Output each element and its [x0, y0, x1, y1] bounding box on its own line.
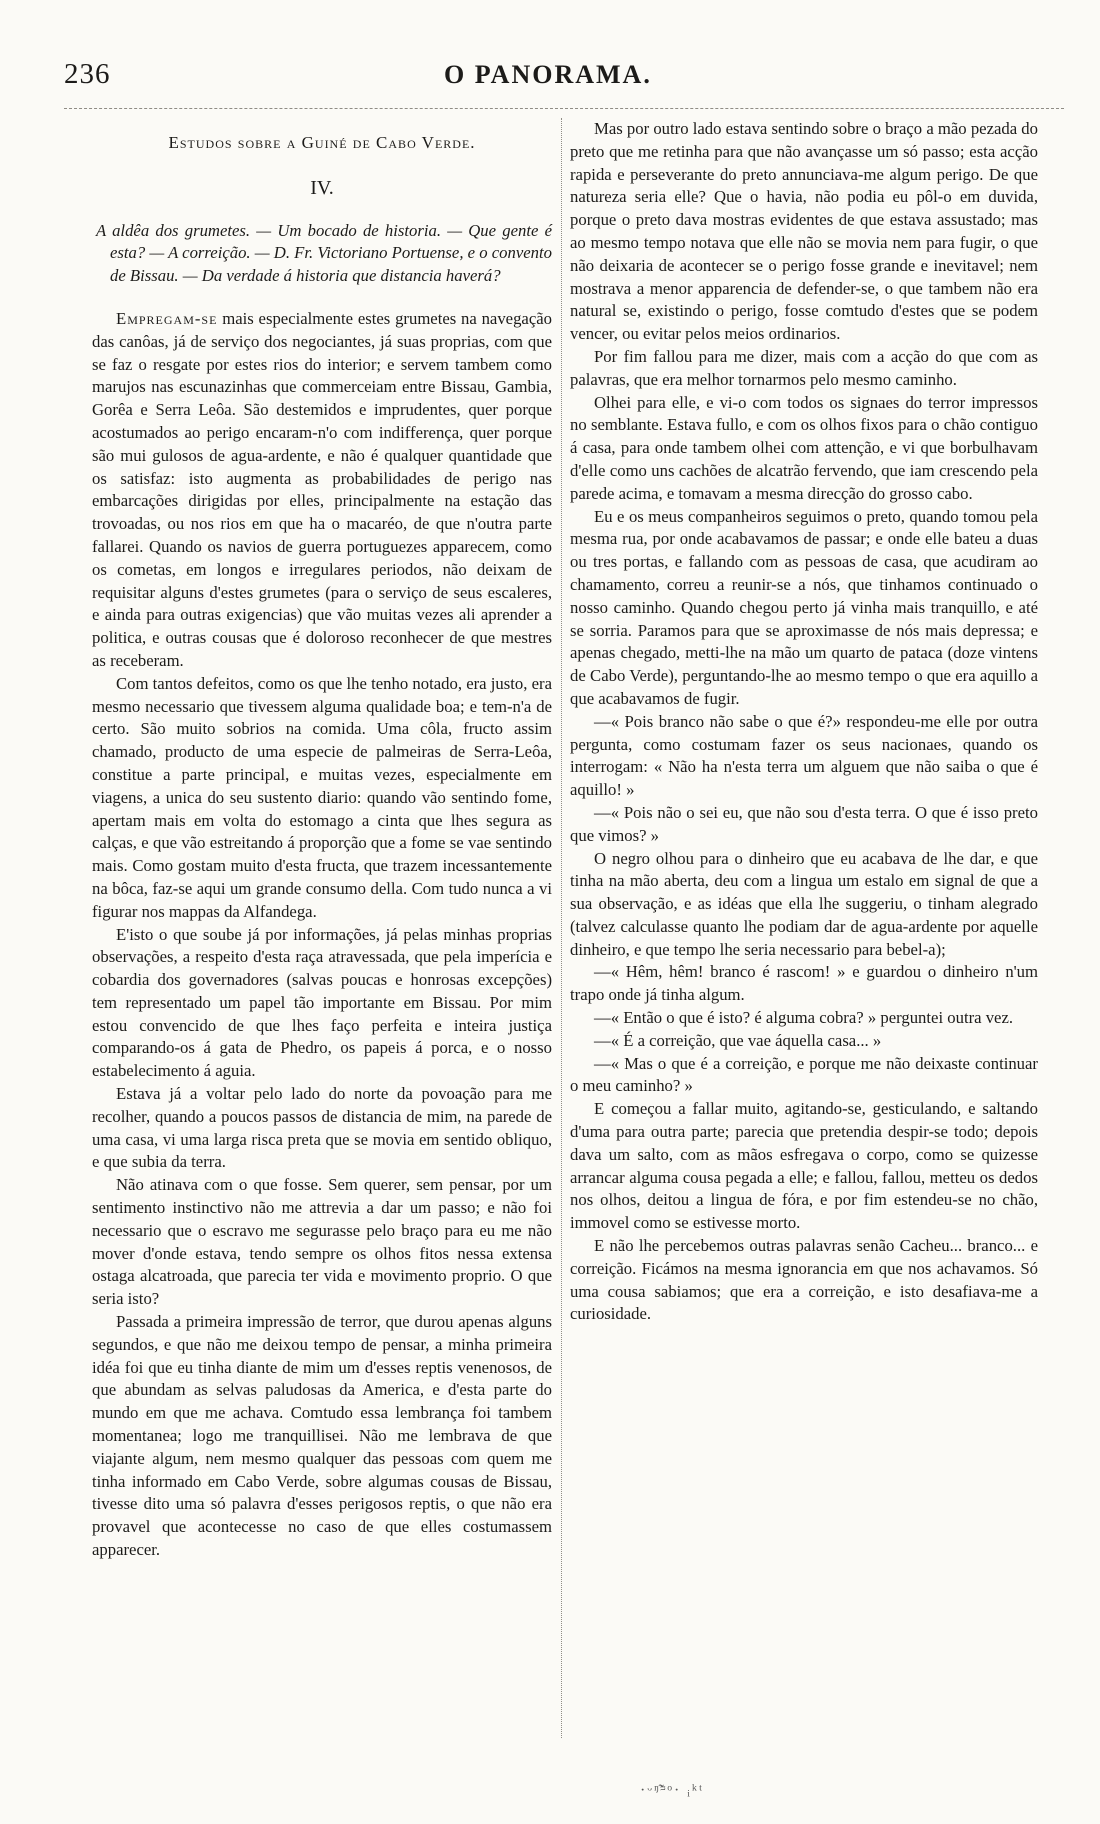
paragraph: —« Então o que é isto? é alguma cobra? » perguntei outra vez. [594, 1008, 1014, 1028]
page-header [64, 54, 1064, 104]
paragraph: E'isto o que soube já por informações, já pelas minhas proprias observações, a respeito d'esta raça atravessada, que pela imperícia e cobardia dos governadores (salvas poucas e honrosas excepções) tem representado um papel tão importante em Bissau. Por mim estou convencido de que lhes faço perfeita e inteira justiça comparando-os á gata de Phedro, os papeis á porca, e o nosso estabelecimento á aguia. [92, 924, 552, 1081]
paragraph: E não lhe percebemos outras palavras senão Cacheu... branco... e correição. Ficámos na mesma ignorancia em que nos achavamos. Só uma cousa sabiamos; que era a correição, e isto desafiava-me a curiosidade. [570, 1236, 1038, 1324]
paragraph: —« É a correição, que vae áquella casa... » [594, 1030, 882, 1050]
paragraph-text: mais especialmente estes grumetes na navegação das canôas, já de serviço dos negociantes, já suas proprias, com que se faz o resgate por estes rios do interior; e servem tambem como marujos nas escunazinhas que commerceiam entre Bissau, Gambia, Gorêa e Serra Leôa. São destemidos e imprudentes, quer porque acostumados ao perigo encaram-n'o com indifferença, quer porque são mui gulosos de agua-ardente, e não é qualquer quantidade que os satisfaz: isto augmenta as probabilidades de perigo nas embarcações dirigidas por elles, principalmente na estação das trovoadas, ou nos rios em que ha o macaréo, de que n'outra parte fallarei. Quando os navios de guerra portuguezes apparecem, como os cometas, em longos e irregulares periodos, não deixam de requisitar alguns d'estes grumetes (para o serviço de seus escaleres, e ainda para outras exigencias) que vão muitas vezes ali aprender a politica, e outras cousas que é doloroso reconhecer de que mestres as receberam. [92, 308, 552, 670]
paragraph: Com tantos defeitos, como os que lhe tenho notado, era justo, era mesmo necessario que tivessem alguma qualidade boa; e tem-n'a de certo. São muito sobrios na comida. Uma côla, fructo assim chamado, producto de uma especie de palmeiras de Serra-Leôa, constitue a parte principal, e muitas vezes, especialmente em viagens, a unica do seu sustento diario: quando vão sentindo fome, apertam mais em volta do estomago a cinta que lhes segura as calças, e que vão estreitando á proporção que a fome se vae sentindo mais. Como gostam muito d'esta fructa, que trazem incessantemente na bôca, faz-se aqui um grande consumo della. Com tudo nunca a vi figurar nos mappas da Alfandega. [92, 673, 552, 921]
article-number: IV. [310, 176, 334, 199]
header-rule [64, 108, 1064, 109]
paragraph: —« Hêm, hêm! branco é rascom! » e guardou o dinheiro n'um trapo onde já tinha algum. [570, 962, 1038, 1005]
paragraph: E começou a fallar muito, agitando-se, gesticulando, e saltando d'uma para outra parte; parecia que pretendia despir-se todo; depois dava um salto, com as mãos esfregava o corpo, como se quizesse arrancar alguma cousa pegada a elle; e fallou, fallou, metteu os dedos nos olhos, deitou a lingua de fóra, e por fim estendeu-se no chão, immovel como se estivesse morto. [570, 1099, 1038, 1233]
paragraph: Eu e os meus companheiros seguimos o preto, quando tomou pela mesma rua, por onde acabavamos de passar; e onde elle bateu a duas ou tres portas, e fallando com as pessoas de casa, que acudiram ao chamamento, correu a reunir-se a nós, que tinhamos continuado o nosso caminho. Quando chegou perto já vinha mais tranquillo, e até se sorria. Paramos para que se aproximasse de nós mais depressa; e apenas chegado, metti-lhe na mão um quarto de pataca (doze vintens de Cabo Verde), perguntando-lhe ao mesmo tempo o que era aquillo a que acabavamos de fugir. [570, 506, 1038, 708]
page-number: 236 [64, 58, 111, 90]
paragraph: Por fim fallou para me dizer, mais com a acção do que com as palavras, que era melhor tornarmos pelo mesmo caminho. [570, 346, 1038, 389]
article-title: Estudos sobre a Guiné de Cabo Verde. [168, 133, 476, 152]
paragraph: —« Pois não o sei eu, que não sou d'esta terra. O que é isso preto que vimos? » [570, 802, 1038, 845]
paragraph [92, 308, 552, 673]
masthead: O PANORAMA. [444, 60, 652, 89]
printer-mark: ·ᵕᵑ̃ᵙᵒ· ᵢᵏᵗ [640, 1782, 704, 1799]
paragraph: Olhei para elle, e vi-o com todos os signaes do terror impressos no semblante. Estava fullo, e com os olhos fixos para o chão contiguo á casa, para onde tambem olhei com attenção, e vi que borbulhavam d'elle como uns cachões de alcatrão fervendo, que iam crescendo pela parede acima, e tomavam a mesma direcção do grosso cabo. [570, 392, 1038, 503]
opening-word: Empregam-se [116, 308, 218, 328]
paragraph: —« Pois branco não sabe o que é?» respondeu-me elle por outra pergunta, como costumam fazer os seus nacionaes, quando os interrogam: « Não ha n'esta terra um alguem que não saiba o que é aquillo! » [570, 711, 1038, 800]
left-column [92, 118, 552, 1562]
article-summary: A aldêa dos grumetes. — Um bocado de historia. — Que gente é esta? — A correição. — D. Fr. Victoriano Portuense, e o convento de Bissau. — Da verdade á historia que distancia haverá? [96, 220, 552, 286]
paragraph: Estava já a voltar pelo lado do norte da povoação para me recolher, quando a poucos passos de distancia de mim, na parede de uma casa, vi uma larga risca preta que se movia em sentido obliquo, e que subia da terra. [92, 1084, 552, 1172]
right-column [570, 118, 1038, 1326]
column-divider [561, 118, 562, 1738]
paragraph: Passada a primeira impressão de terror, que durou apenas alguns segundos, e que não me deixou tempo de pensar, a minha primeira idéa foi que eu tinha diante de mim um d'esses reptis venenosos, de que abundam as selvas paludosas da America, e d'esta parte do mundo em que me achava. Comtudo essa lembrança foi tambem momentanea; logo me tranquillisei. Não me lembrava de que viajante algum, nem mesmo qualquer das pessoas com quem me tinha informado em Cabo Verde, sobre algumas cousas de Bissau, tivesse dito uma só palavra d'esses perigosos reptis, o que não era provavel que acontecesse no caso de que elles costumassem apparecer. [92, 1312, 552, 1560]
paragraph: —« Mas o que é a correição, e porque me não deixaste continuar o meu caminho? » [570, 1053, 1038, 1096]
paragraph: O negro olhou para o dinheiro que eu acabava de lhe dar, e que tinha na mão aberta, deu com a lingua um estalo em signal de que a sua observação, e as idéas que ella lhe suggeriu, o tinham alegrado (talvez calculasse quanto lhe podiam dar de agua-ardente por aquelle dinheiro, e que tempo lhe seria necessario para bebel-a); [570, 848, 1038, 959]
paragraph: Não atinava com o que fosse. Sem querer, sem pensar, por um sentimento instinctivo não me attrevia a dar um passo; e não foi necessario que o escravo me segurasse pelo braço para eu me não mover d'onde estava, tendo sempre os olhos fitos nessa extensa ostaga alcatroada, que parecia ter vida e movimento proprio. O que seria isto? [92, 1175, 552, 1309]
paragraph: Mas por outro lado estava sentindo sobre o braço a mão pezada do preto que me retinha para que não avançasse um só passo; esta acção rapida e perseverante do preto annunciava-me algum perigo. De que natureza seria elle? Que o havia, não podia eu pôl-o em duvida, porque o preto dava mostras evidentes de que estava assustado; mas ao mesmo tempo notava que elle não se movia nem para fugir, o que não deixaria de acontecer se o perigo fosse grande e inevitavel; nem mostrava a menor apparencia de defender-se, o que tambem não era natural se, existindo o perigo, fosse comtudo d'estes que se podem vencer, ou evitar pelos meios ordinarios. [570, 119, 1038, 344]
